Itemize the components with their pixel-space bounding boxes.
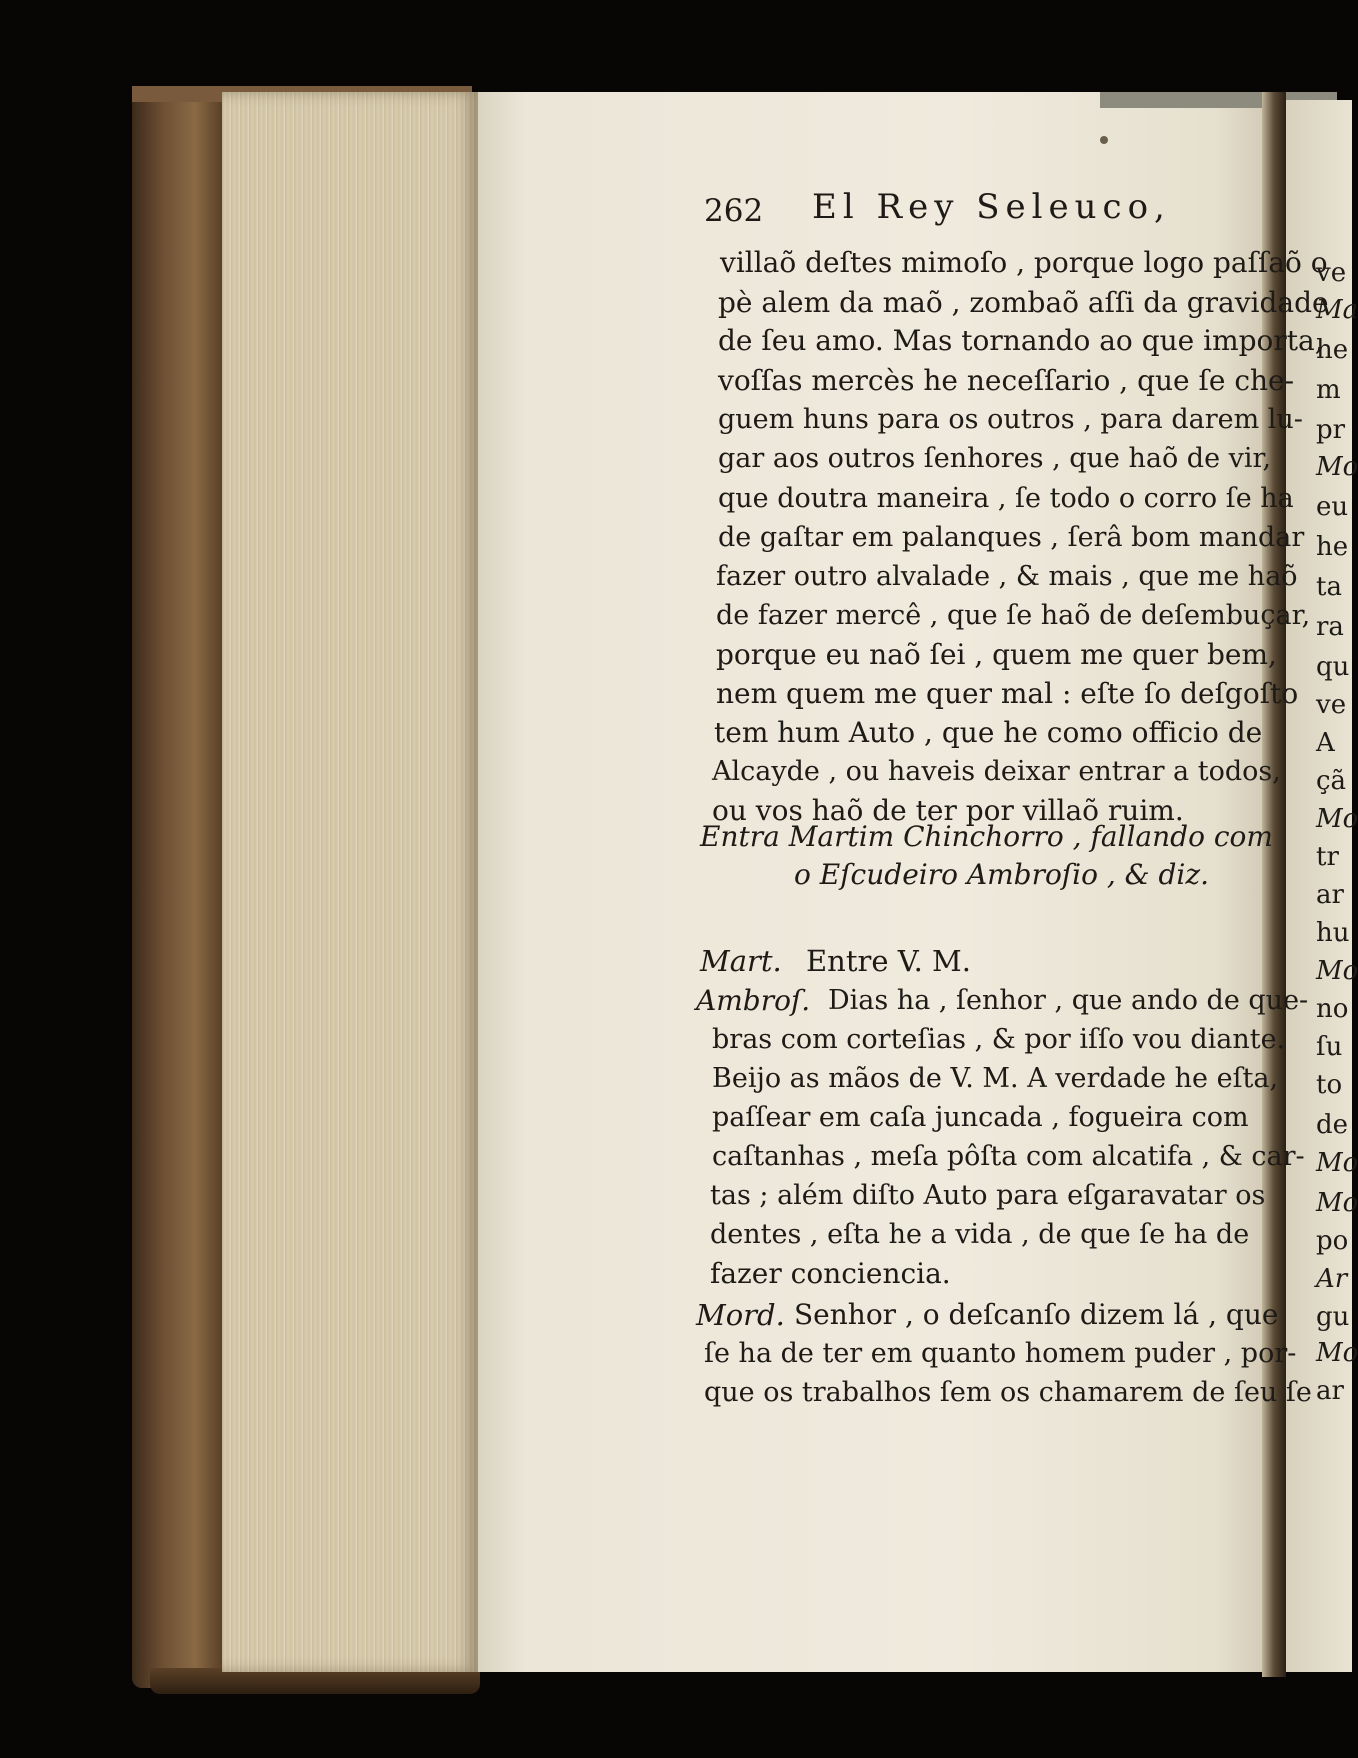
text-line: gar aos outros ſenhores , que haõ de vir, xyxy=(718,443,1272,474)
text-line: porque eu naõ ſei , quem me quer bem, xyxy=(716,638,1277,671)
text-line: guem huns para os outros , para darem lu- xyxy=(718,404,1303,435)
fragment: hu xyxy=(1316,918,1350,948)
speaker-name: Mord. xyxy=(696,1298,785,1332)
fragment: gu xyxy=(1316,1302,1350,1332)
fragment: ve xyxy=(1316,690,1347,720)
fragment: Ar xyxy=(1316,1264,1348,1294)
book-cover-left xyxy=(132,88,222,1688)
fragment: he xyxy=(1316,335,1349,365)
stage-direction-line: Entra Martim Chinchorro , fallando com xyxy=(700,820,1273,853)
text-line: villaõ deſtes mimoſo , porque logo paſſaõ o xyxy=(720,246,1328,279)
fragment: Mo xyxy=(1316,956,1358,986)
page-edges xyxy=(222,92,478,1672)
fragment: de xyxy=(1316,1110,1349,1140)
speech-line: fazer conciencia. xyxy=(710,1257,951,1290)
text-line: de ſeu amo. Mas tornando ao que importa, xyxy=(718,324,1324,357)
text-line: voſſas mercès he neceſſario , que ſe che- xyxy=(718,364,1295,397)
fragment: qu xyxy=(1316,652,1350,682)
speaker-name: Ambroſ. xyxy=(696,984,811,1017)
fragment: Ma xyxy=(1316,295,1358,325)
text-line: Alcayde , ou haveis deixar entrar a todos, xyxy=(712,756,1281,787)
fragment: he xyxy=(1316,532,1349,562)
fragment: ve xyxy=(1316,258,1347,288)
fragment: ſu xyxy=(1316,1032,1343,1062)
running-title: El Rey Seleuco, xyxy=(812,187,1171,227)
speech-line: que os trabalhos ſem os chamarem de ſeu ſe xyxy=(704,1377,1312,1408)
fragment: Mo xyxy=(1316,804,1358,834)
text-line: tem hum Auto , que he como officio de xyxy=(714,716,1263,749)
text-line: de fazer mercê , que ſe haõ de deſembuçar, xyxy=(716,600,1311,631)
text-line: que doutra maneira , ſe todo o corro ſe ha xyxy=(718,483,1294,514)
fragment: Mo xyxy=(1316,1338,1358,1368)
speech-line: Senhor , o deſcanſo dizem lá , que xyxy=(794,1298,1279,1331)
speech-line: Beijo as mãos de V. M. A verdade he eſta, xyxy=(712,1063,1279,1094)
fragment: pr xyxy=(1316,415,1346,445)
speech-line: paſſear em caſa juncada , fogueira com xyxy=(712,1102,1249,1133)
page-number: 262 xyxy=(704,193,764,229)
fragment: Mo xyxy=(1316,1188,1358,1218)
ink-spot xyxy=(1100,136,1108,144)
fragment: no xyxy=(1316,994,1349,1024)
text-line: de gaſtar em palanques , ſerâ bom mandar xyxy=(718,522,1305,553)
speech-line: caſtanhas , meſa pôſta com alcatifa , & car- xyxy=(712,1141,1305,1172)
fragment: ta xyxy=(1316,572,1342,602)
fragment: to xyxy=(1316,1070,1343,1100)
speech-line: bras com corteſias , & por iſſo vou diante. xyxy=(712,1024,1286,1055)
text-line: nem quem me quer mal : eſte ſo deſgoſto xyxy=(716,677,1299,710)
fragment: A xyxy=(1316,728,1335,758)
fragment: çã xyxy=(1316,766,1347,796)
fragment: Mo xyxy=(1316,452,1358,482)
fragment: ra xyxy=(1316,612,1344,642)
speech-line: tas ; além diſto Auto para eſgaravatar os xyxy=(710,1180,1266,1211)
fragment: ar xyxy=(1316,1376,1344,1406)
speech-line: Dias ha , ſenhor , que ando de que- xyxy=(828,985,1309,1016)
text-line: fazer outro alvalade , & mais , que me haõ xyxy=(716,561,1298,592)
speech-line: Entre V. M. xyxy=(806,944,971,978)
stage-direction-line: o Eſcudeiro Ambroſio , & diz. xyxy=(794,858,1210,891)
text-line: pè alem da maõ , zombaõ aſſi da gravidade xyxy=(718,286,1329,319)
fragment: eu xyxy=(1316,492,1349,522)
speech-line: ſe ha de ter em quanto homem puder , por- xyxy=(704,1338,1297,1369)
fragment: tr xyxy=(1316,842,1339,872)
speaker-name: Mart. xyxy=(700,944,782,978)
fragment: ar xyxy=(1316,880,1344,910)
fragment: Mo xyxy=(1316,1148,1358,1178)
speech-line: dentes , eſta he a vida , de que ſe ha de xyxy=(710,1219,1250,1250)
text-line: ou vos haõ de ter por villaõ ruim. xyxy=(712,794,1184,827)
fragment: po xyxy=(1316,1226,1349,1256)
fragment: m xyxy=(1316,375,1341,405)
